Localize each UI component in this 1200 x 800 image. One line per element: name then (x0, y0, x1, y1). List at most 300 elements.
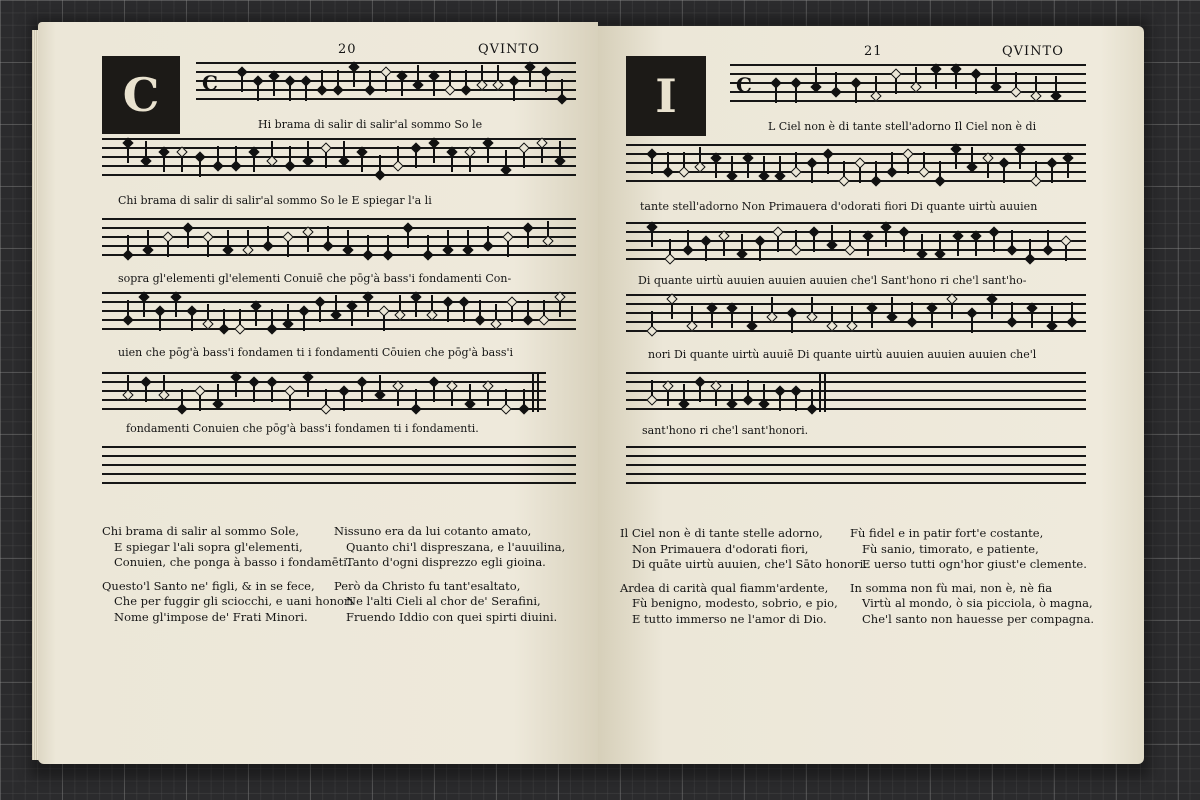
note-stem (147, 230, 149, 246)
right-page (598, 26, 1144, 764)
note-stem (337, 70, 339, 86)
right-staff (626, 294, 1086, 334)
right-lyric-line: L Ciel non è di tante stell'adorno Il Ciel non è di (768, 120, 1037, 133)
note-stem (447, 306, 449, 322)
staff-line (730, 64, 1086, 66)
staff-line (626, 180, 1086, 182)
note-stem (875, 76, 877, 92)
note-head (678, 166, 689, 177)
staff-line (626, 482, 1086, 484)
note-stem (747, 380, 749, 396)
right-lyric-line: sant'hono ri che'l sant'honori. (642, 424, 809, 437)
left-drop-cap-letter: C (122, 68, 160, 122)
note-stem (253, 386, 255, 402)
staff-line (626, 303, 1086, 305)
left-lyric-line: Chi brama di salir di salir'al sommo So le E spiegar l'a li (118, 194, 432, 207)
note-stem (931, 312, 933, 328)
note-stem (777, 236, 779, 252)
note-stem (849, 230, 851, 246)
note-stem (253, 156, 255, 172)
note-stem (795, 230, 797, 246)
note-stem (923, 152, 925, 168)
note-stem (705, 245, 707, 261)
note-stem (955, 153, 957, 169)
note-stem (1051, 167, 1053, 183)
staff-line (102, 301, 576, 303)
note-stem (527, 232, 529, 248)
note-stem (939, 161, 941, 177)
note-stem (367, 235, 369, 251)
note-stem (415, 301, 417, 317)
note-stem (915, 67, 917, 83)
note-stem (127, 147, 129, 163)
note-stem (143, 301, 145, 317)
note-stem (289, 146, 291, 162)
verse-line: Fù sanio, timorato, e patiente, (862, 541, 1039, 556)
note-stem (529, 71, 531, 87)
note-head (934, 175, 945, 186)
note-stem (561, 79, 563, 95)
note-stem (867, 240, 869, 256)
note-stem (187, 232, 189, 248)
note-head (918, 166, 929, 177)
note-stem (971, 147, 973, 163)
note-stem (891, 152, 893, 168)
note-stem (289, 85, 291, 101)
note-head (212, 160, 223, 171)
note-stem (235, 146, 237, 162)
note-stem (507, 241, 509, 257)
note-stem (1011, 302, 1013, 318)
right-drop-cap (626, 56, 706, 136)
note-stem (481, 65, 483, 81)
left-staff (196, 62, 576, 102)
note-head (1042, 244, 1053, 255)
note-stem (715, 162, 717, 178)
note-head (262, 240, 273, 251)
note-stem (779, 395, 781, 411)
note-stem (699, 147, 701, 163)
note-head (234, 323, 245, 334)
note-stem (543, 300, 545, 316)
staff-line (102, 464, 576, 466)
right-staff (626, 222, 1086, 262)
verse-line: Quanto chi'l dispreszana, e l'auuilina, (346, 539, 566, 554)
staff-line (102, 390, 546, 392)
note-stem (723, 240, 725, 256)
note-stem (651, 158, 653, 174)
note-stem (427, 235, 429, 251)
right-empty-staff (626, 446, 1086, 486)
note-stem (763, 384, 765, 400)
staff-line (626, 222, 1086, 224)
note-stem (813, 236, 815, 252)
verse-line: E spiegar l'ali sopra gl'elementi, (114, 539, 303, 554)
note-stem (433, 147, 435, 163)
right-staff-partial (626, 372, 1086, 412)
note-head (284, 160, 295, 171)
note-stem (975, 240, 977, 256)
note-stem (217, 384, 219, 400)
staff-line (626, 372, 1086, 374)
note-stem (305, 85, 307, 101)
note-stem (347, 230, 349, 246)
staff-line (102, 473, 576, 475)
note-stem (855, 87, 857, 103)
note-stem (497, 65, 499, 81)
note-stem (559, 141, 561, 157)
note-stem (271, 309, 273, 325)
note-stem (939, 234, 941, 250)
note-stem (325, 389, 327, 405)
left-lyric-line: uien che pōg'à bass'i fondamen ti i fondamenti Cōuien che pōg'à bass'i (118, 346, 514, 359)
verse-line: Virtù al mondo, ò sia picciola, ò magna, (862, 596, 1093, 610)
right-drop-cap-letter: I (655, 69, 677, 123)
note-head (474, 314, 485, 325)
note-stem (463, 306, 465, 322)
left-page (38, 22, 598, 764)
note-stem (1035, 76, 1037, 92)
right-part-name: QVINTO (1002, 44, 1064, 59)
note-stem (361, 156, 363, 172)
note-stem (397, 146, 399, 162)
note-stem (907, 158, 909, 174)
note-stem (271, 141, 273, 157)
note-head (556, 93, 567, 104)
verse-line: Nissuno era da lui cotanto amato, (334, 524, 532, 538)
left-drop-cap (102, 56, 180, 134)
note-stem (465, 70, 467, 86)
note-head (1030, 175, 1041, 186)
note-stem (163, 375, 165, 391)
note-stem (523, 389, 525, 405)
clef-glyph: C (202, 71, 218, 95)
final-barline (819, 372, 821, 412)
verse-line: Nome gl'impose de' Frati Minori. (114, 609, 308, 624)
staff-line (102, 218, 576, 220)
note-head (806, 403, 817, 414)
note-stem (683, 384, 685, 400)
staff-line (626, 455, 1086, 457)
note-head (410, 403, 421, 414)
note-stem (763, 156, 765, 172)
note-stem (321, 70, 323, 86)
left-verse-column-2 (334, 524, 565, 625)
note-stem (271, 386, 273, 402)
note-head (322, 240, 333, 251)
note-stem (891, 297, 893, 313)
note-stem (487, 226, 489, 242)
note-stem (751, 306, 753, 322)
note-stem (469, 384, 471, 400)
note-stem (811, 297, 813, 313)
note-stem (379, 155, 381, 171)
note-stem (545, 76, 547, 92)
note-stem (995, 67, 997, 83)
note-stem (731, 312, 733, 328)
note-stem (319, 306, 321, 322)
note-stem (1003, 167, 1005, 183)
note-stem (303, 315, 305, 331)
note-head (320, 403, 331, 414)
note-stem (191, 315, 193, 331)
staff-line (626, 473, 1086, 475)
note-stem (987, 162, 989, 178)
note-head (176, 403, 187, 414)
note-head (422, 249, 433, 260)
note-head (906, 316, 917, 327)
staff-line (626, 294, 1086, 296)
note-stem (369, 70, 371, 86)
note-stem (217, 146, 219, 162)
note-stem (379, 375, 381, 391)
verse-line: Di quāte uirtù auuien, che'l Sāto honori. (632, 557, 867, 571)
final-barline (537, 372, 539, 412)
note-stem (759, 245, 761, 261)
staff-line (102, 328, 576, 330)
note-head (662, 166, 673, 177)
note-stem (667, 390, 669, 406)
note-stem (505, 150, 507, 166)
note-stem (527, 300, 529, 316)
note-stem (991, 303, 993, 319)
note-stem (361, 386, 363, 402)
note-stem (127, 375, 129, 391)
note-stem (669, 239, 671, 255)
note-stem (911, 302, 913, 318)
note-stem (343, 141, 345, 157)
staff-line (626, 258, 1086, 260)
note-head (664, 253, 675, 264)
note-stem (383, 315, 385, 331)
note-stem (667, 152, 669, 168)
note-stem (955, 73, 957, 89)
note-stem (415, 389, 417, 405)
staff-line (196, 62, 576, 64)
note-stem (1067, 162, 1069, 178)
staff-line (196, 98, 576, 100)
note-stem (1031, 312, 1033, 328)
note-stem (541, 147, 543, 163)
note-head (838, 175, 849, 186)
staff-line (626, 312, 1086, 314)
note-head (1006, 244, 1017, 255)
clef-glyph: C (736, 73, 752, 97)
left-page-number: 20 (338, 42, 357, 57)
note-stem (957, 240, 959, 256)
note-stem (547, 221, 549, 237)
verse-line: Fù benigno, modesto, sobrio, e pio, (632, 596, 838, 610)
note-head (830, 86, 841, 97)
note-stem (951, 303, 953, 319)
verse-line: Ne l'alti Cieli al chor de' Serafini, (346, 594, 541, 608)
note-stem (843, 161, 845, 177)
note-stem (487, 390, 489, 406)
note-stem (241, 76, 243, 92)
note-head (364, 84, 375, 95)
right-verse-column-2 (850, 526, 1094, 627)
left-staff (102, 218, 576, 258)
note-stem (387, 235, 389, 251)
note-stem (163, 156, 165, 172)
note-head (522, 314, 533, 325)
staff-line (626, 464, 1086, 466)
note-stem (711, 312, 713, 328)
note-stem (451, 390, 453, 406)
note-head (1066, 316, 1077, 327)
note-head (646, 394, 657, 405)
right-page-number: 21 (864, 44, 883, 59)
staff-line (102, 138, 576, 140)
staff-line (102, 446, 576, 448)
staff-line (102, 254, 576, 256)
verse-line: Conuien, che ponga à basso i fondamēti. (114, 555, 351, 569)
verse-line: In somma non fù mai, non è, nè fia (850, 580, 1053, 595)
note-stem (145, 141, 147, 157)
note-stem (385, 76, 387, 92)
note-stem (433, 80, 435, 96)
note-stem (181, 389, 183, 405)
verse-line: Tanto d'ogni disprezzo egli gioina. (346, 555, 546, 569)
note-stem (885, 231, 887, 247)
final-barline (824, 372, 826, 412)
staff-line (626, 399, 1086, 401)
note-stem (207, 304, 209, 320)
note-stem (1051, 306, 1053, 322)
note-head (316, 84, 327, 95)
note-stem (289, 395, 291, 411)
note-stem (791, 317, 793, 333)
note-stem (335, 295, 337, 311)
note-stem (159, 315, 161, 331)
note-stem (831, 225, 833, 241)
note-head (646, 325, 657, 336)
note-stem (903, 236, 905, 252)
note-stem (921, 234, 923, 250)
note-stem (495, 304, 497, 320)
left-empty-staff (102, 446, 576, 486)
verse-line: Chi brama di salir al sommo Sole, (102, 524, 299, 538)
note-head (374, 169, 385, 180)
right-staff (730, 64, 1086, 104)
right-verse-column-1 (620, 526, 867, 627)
note-stem (239, 309, 241, 325)
note-head (266, 323, 277, 334)
note-head (332, 84, 343, 95)
verse-line: E tutto immerso ne l'amor di Dio. (632, 611, 827, 626)
note-stem (875, 161, 877, 177)
verse-line: Che per fuggir gli sciocchi, e uani honori (114, 594, 354, 608)
note-stem (431, 295, 433, 311)
left-staff (102, 372, 546, 412)
note-head (1006, 316, 1017, 327)
note-stem (287, 304, 289, 320)
verse-line: Fù fidel e in patir fort'e costante, (850, 526, 1044, 540)
note-stem (971, 317, 973, 333)
note-head (1024, 253, 1035, 264)
note-stem (511, 306, 513, 322)
note-head (122, 314, 133, 325)
note-head (844, 244, 855, 255)
note-head (444, 84, 455, 95)
note-stem (257, 85, 259, 101)
note-stem (811, 389, 813, 405)
left-staff (102, 138, 576, 178)
note-stem (181, 156, 183, 172)
note-head (362, 249, 373, 260)
staff-line (102, 227, 576, 229)
note-stem (399, 295, 401, 311)
right-lyric-line: tante stell'adorno Non Primauera d'odorati fiori Di quante uirtù auuien (640, 200, 1038, 213)
note-stem (447, 230, 449, 246)
note-stem (397, 390, 399, 406)
note-stem (407, 232, 409, 248)
note-stem (815, 67, 817, 83)
verse-line: Questo'l Santo ne' figli, & in se fece, (102, 578, 315, 593)
staff-line (626, 408, 1086, 410)
note-head (538, 314, 549, 325)
note-stem (307, 141, 309, 157)
note-stem (651, 231, 653, 247)
note-stem (353, 71, 355, 87)
staff-line (102, 482, 576, 484)
note-stem (835, 72, 837, 88)
note-stem (831, 306, 833, 322)
note-head (218, 323, 229, 334)
staff-line (102, 245, 576, 247)
note-stem (1029, 239, 1031, 255)
note-stem (451, 156, 453, 172)
note-stem (559, 301, 561, 317)
note-stem (267, 226, 269, 242)
note-head (518, 403, 529, 414)
note-stem (417, 65, 419, 81)
note-stem (469, 156, 471, 172)
right-staff (626, 144, 1086, 184)
note-stem (175, 301, 177, 317)
note-stem (795, 395, 797, 411)
note-stem (651, 380, 653, 396)
staff-line (102, 455, 576, 457)
staff-line (102, 381, 546, 383)
note-head (682, 244, 693, 255)
verse-line: Fruendo Iddio con quei spirti diuini. (346, 609, 558, 624)
note-head (122, 249, 133, 260)
note-stem (401, 80, 403, 96)
note-stem (1011, 230, 1013, 246)
note-stem (871, 312, 873, 328)
left-lyric-line: Hi brama di salir di salir'al sommo So le (258, 118, 483, 131)
note-stem (145, 386, 147, 402)
note-stem (795, 87, 797, 103)
note-head (1010, 86, 1021, 97)
staff-line (626, 171, 1086, 173)
note-head (870, 175, 881, 186)
staff-line (626, 390, 1086, 392)
note-head (460, 84, 471, 95)
note-stem (1019, 153, 1021, 169)
note-stem (1035, 161, 1037, 177)
note-head (382, 249, 393, 260)
staff-line (626, 153, 1086, 155)
note-stem (255, 310, 257, 326)
note-stem (235, 381, 237, 397)
left-part-name: QVINTO (478, 42, 540, 57)
note-head (742, 394, 753, 405)
staff-line (730, 82, 1086, 84)
note-stem (1055, 76, 1057, 92)
note-stem (1015, 72, 1017, 88)
